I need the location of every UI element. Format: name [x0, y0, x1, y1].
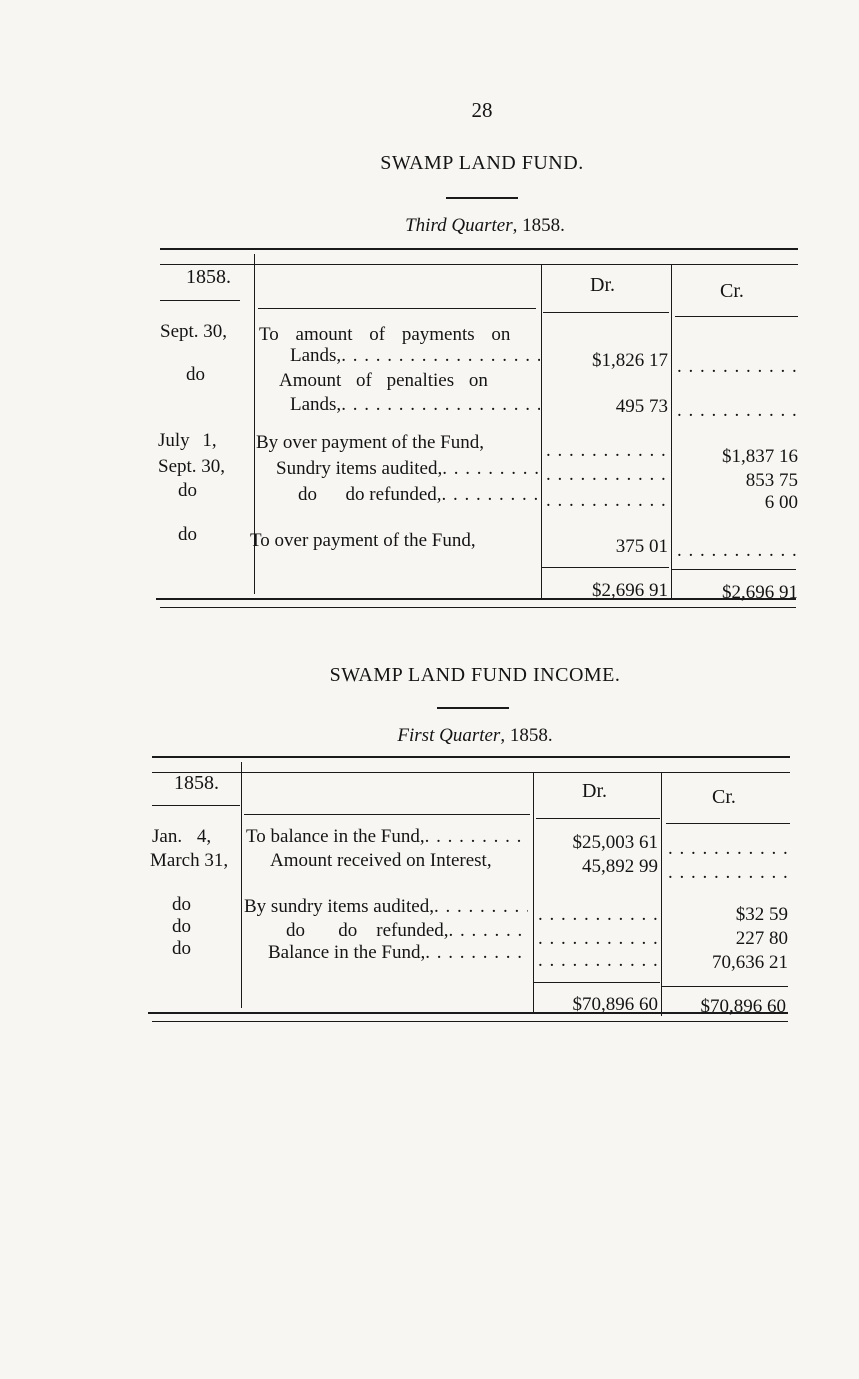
- section1-row6-dr: 375 01: [615, 536, 668, 557]
- section2-total-cr: $70,896 60: [700, 996, 786, 1017]
- section1-header-rule-dr: [543, 312, 669, 313]
- section1-row1-date: Sept. 30,: [160, 321, 228, 342]
- section1-year-header: 1858.: [186, 266, 231, 288]
- section2-row2-dr: 45,892 99: [582, 856, 658, 877]
- section2-period-quarter: First Quarter: [397, 725, 501, 746]
- section1-period-year: , 1858.: [512, 215, 565, 236]
- section1-row1-cr-leader: [677, 356, 798, 378]
- section2-row2-date: March 31,: [150, 850, 229, 871]
- page-number: [0, 98, 859, 123]
- section1-dr-header: Dr.: [590, 274, 615, 296]
- section2-header-rule-date: [152, 805, 240, 806]
- section1-vrule-3: [671, 264, 672, 600]
- section2-row3-desc: By sundry items audited, . . .: [244, 896, 528, 918]
- section2-vrule-2: [533, 772, 534, 1014]
- section1-total-dr: $2,696 91: [592, 580, 668, 601]
- section2-row4-dr-leader: [538, 928, 658, 950]
- section2-row1-cr-leader: [668, 838, 790, 860]
- section2-row5-date: do: [172, 938, 191, 959]
- section1-row1-desc-line2: Lands, . . .: [290, 345, 540, 367]
- section2-row3-cr: $32 59: [735, 904, 788, 925]
- section2-row2-desc: Amount received on Interest,: [270, 850, 492, 871]
- section1-row3-date: July 1,: [158, 430, 217, 451]
- section2-cr-header: Cr.: [712, 786, 736, 808]
- section1-row1-desc-line1: To amount of payments on: [259, 324, 511, 345]
- section1-row3-cr: $1,837 16: [722, 446, 798, 467]
- section2-period: [320, 725, 630, 747]
- section1-row6-date: do: [178, 524, 197, 545]
- section2-total-rule-dr: [534, 982, 660, 983]
- section1-row2-dr: 495 73: [615, 396, 668, 417]
- section1-row2-desc-line2: Lands, . . .: [290, 394, 540, 416]
- section2-header-rule-desc: [244, 814, 530, 815]
- section2-total-rule-cr: [662, 986, 788, 987]
- section1-title-rule: [446, 197, 518, 199]
- section2-row4-desc: do do refunded, . . .: [286, 920, 528, 942]
- section1-top-rule: [160, 248, 798, 250]
- section1-row4-cr: 853 75: [745, 470, 798, 491]
- section1-row5-desc: do do refunded, . . .: [298, 484, 538, 506]
- section2-row5-desc: Balance in the Fund, . . .: [268, 942, 528, 964]
- section1-row4-dr-leader: [546, 464, 668, 486]
- section1-header-rule-cr: [675, 316, 798, 317]
- section1-header-rule-date: [160, 300, 240, 301]
- section2-row1-date: Jan. 4,: [152, 826, 212, 847]
- section1-period: [330, 215, 640, 237]
- section1-cr-header: Cr.: [720, 280, 744, 302]
- section1-row3-desc: By over payment of the Fund,: [256, 432, 484, 453]
- section2-row1-desc: To balance in the Fund, . . .: [246, 826, 528, 848]
- section2-header-rule-cr: [666, 823, 790, 824]
- section2-top-rule-thin: [152, 772, 790, 773]
- section1-row6-cr-leader: [677, 540, 798, 562]
- section1-period-quarter: Third Quarter: [405, 215, 513, 236]
- section1-row5-date: do: [178, 480, 197, 501]
- section1-row2-desc-line1: Amount of penalties on: [279, 370, 488, 391]
- section2-row4-cr: 227 80: [735, 928, 788, 949]
- section1-row4-desc: Sundry items audited, . . .: [276, 458, 538, 480]
- section2-row3-dr-leader: [538, 904, 658, 926]
- section1-row5-dr-leader: [546, 490, 668, 512]
- section1-row2-cr-leader: [677, 400, 798, 422]
- section1-bottom-rule-thin: [160, 607, 796, 608]
- section1-total-rule-cr: [671, 569, 796, 570]
- section2-total-dr: $70,896 60: [572, 994, 658, 1015]
- section1-vrule-2: [541, 264, 542, 600]
- section2-title-rule: [437, 707, 509, 709]
- section1-row2-date: do: [186, 364, 205, 385]
- section1-total-cr: $2,696 91: [722, 582, 798, 603]
- section2-row2-cr-leader: [668, 862, 790, 884]
- section1-row4-date: Sept. 30,: [158, 456, 226, 477]
- section2-dr-header: Dr.: [582, 780, 607, 802]
- section2-row1-dr: $25,003 61: [572, 832, 658, 853]
- section1-title: SWAMP LAND FUND.: [380, 152, 584, 174]
- section2-period-year: , 1858.: [500, 725, 553, 746]
- section2-vrule-1: [241, 762, 242, 1008]
- section2-vrule-3: [661, 772, 662, 1016]
- page-number-text: 28: [471, 98, 493, 122]
- section1-row5-cr: 6 00: [764, 492, 798, 513]
- section2-row5-cr: 70,636 21: [712, 952, 788, 973]
- section1-top-rule-thin: [160, 264, 798, 265]
- section2-title: SWAMP LAND FUND INCOME.: [329, 664, 621, 686]
- section2-row5-dr-leader: [538, 950, 658, 972]
- section1-header-rule-desc: [258, 308, 536, 309]
- section2-bottom-rule-thin: [152, 1021, 788, 1022]
- section2-row3-date: do: [172, 894, 191, 915]
- section2-row4-date: do: [172, 916, 191, 937]
- section1-total-rule-dr: [541, 567, 669, 568]
- section2-top-rule: [152, 756, 790, 758]
- section1-row1-dr: $1,826 17: [592, 350, 668, 371]
- section1-row6-desc: To over payment of the Fund,: [250, 530, 476, 551]
- section2-header-rule-dr: [536, 818, 660, 819]
- section2-year-header: 1858.: [174, 772, 219, 794]
- section1-row3-dr-leader: [546, 440, 668, 462]
